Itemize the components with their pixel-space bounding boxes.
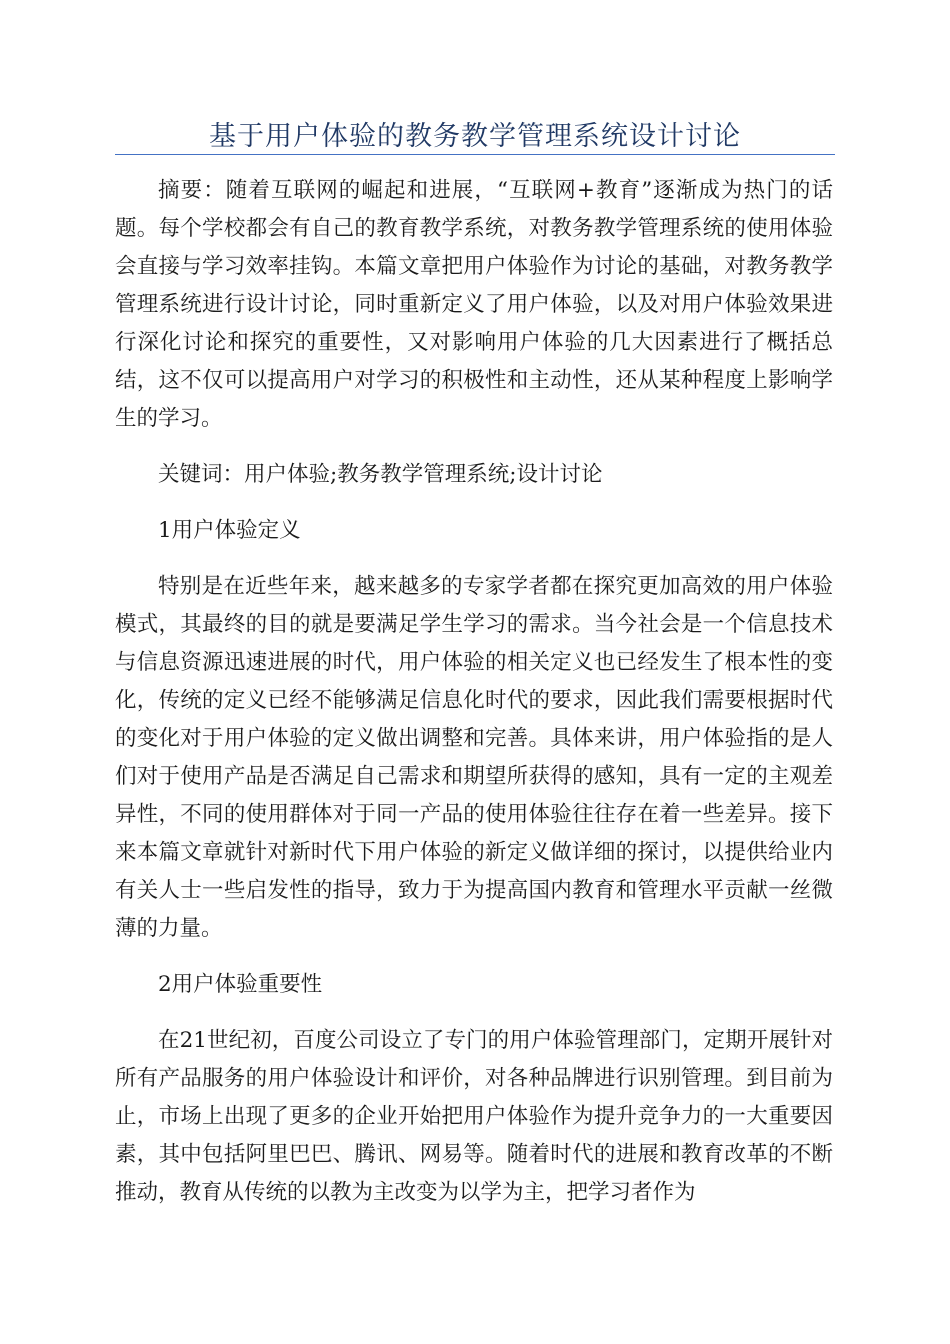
section-heading-1: 1用户体验定义 <box>158 518 301 543</box>
section-heading-2: 2用户体验重要性 <box>158 972 323 997</box>
document-title: 基于用户体验的教务教学管理系统设计讨论 <box>209 121 741 152</box>
title-underline <box>115 154 835 155</box>
keywords-line: 关键词：用户体验;教务教学管理系统;设计讨论 <box>158 462 603 487</box>
section-body-1: 特别是在近些年来，越来越多的专家学者都在探究更加高效的用户体验模式，其最终的目的就是要满足学生学习的需求。当今社会是一个信息技术与信息资源迅速进展的时代，用户体验的相关定义也已经发生了根本性的变化，传统的定义已经不能够满足信息化时代的要求，因此我们需要根据时代的变化对于用户体验的定义做出调整和完善。具体来讲，用户体验指的是人们对于使用产品是否满足自己需求和期望所获得的感知，具有一定的主观差异性，不同的使用群体对于同一产品的使用体验往往存在着一些差异。接下来本篇文章就针对新时代下用户体验的新定义做详细的探讨，以提供给业内有关人士一些启发性的指导，致力于为提高国内教育和管理水平贡献一丝微薄的力量。 <box>115 574 833 941</box>
title-block <box>115 110 835 158</box>
abstract-paragraph: 摘要：随着互联网的崛起和进展，“互联网+教育”逐渐成为热门的话题。每个学校都会有自己的教育教学系统，对教务教学管理系统的使用体验会直接与学习效率挂钩。本篇文章把用户体验作为讨论的基础，对教务教学管理系统进行设计讨论，同时重新定义了用户体验，以及对用户体验效果进行深化讨论和探究的重要性，又对影响用户体验的几大因素进行了概括总结，这不仅可以提高用户对学习的积极性和主动性，还从某种程度上影响学生的学习。 <box>115 178 833 431</box>
section-body-2: 在21世纪初，百度公司设立了专门的用户体验管理部门，定期开展针对所有产品服务的用户体验设计和评价，对各种品牌进行识别管理。到目前为止，市场上出现了更多的企业开始把用户体验作为提升竞争力的一大重要因素，其中包括阿里巴巴、腾讯、网易等。随着时代的进展和教育改革的不断推动，教育从传统的以教为主改变为以学为主，把学习者作为 <box>115 1028 833 1205</box>
document-body <box>115 172 833 1212</box>
